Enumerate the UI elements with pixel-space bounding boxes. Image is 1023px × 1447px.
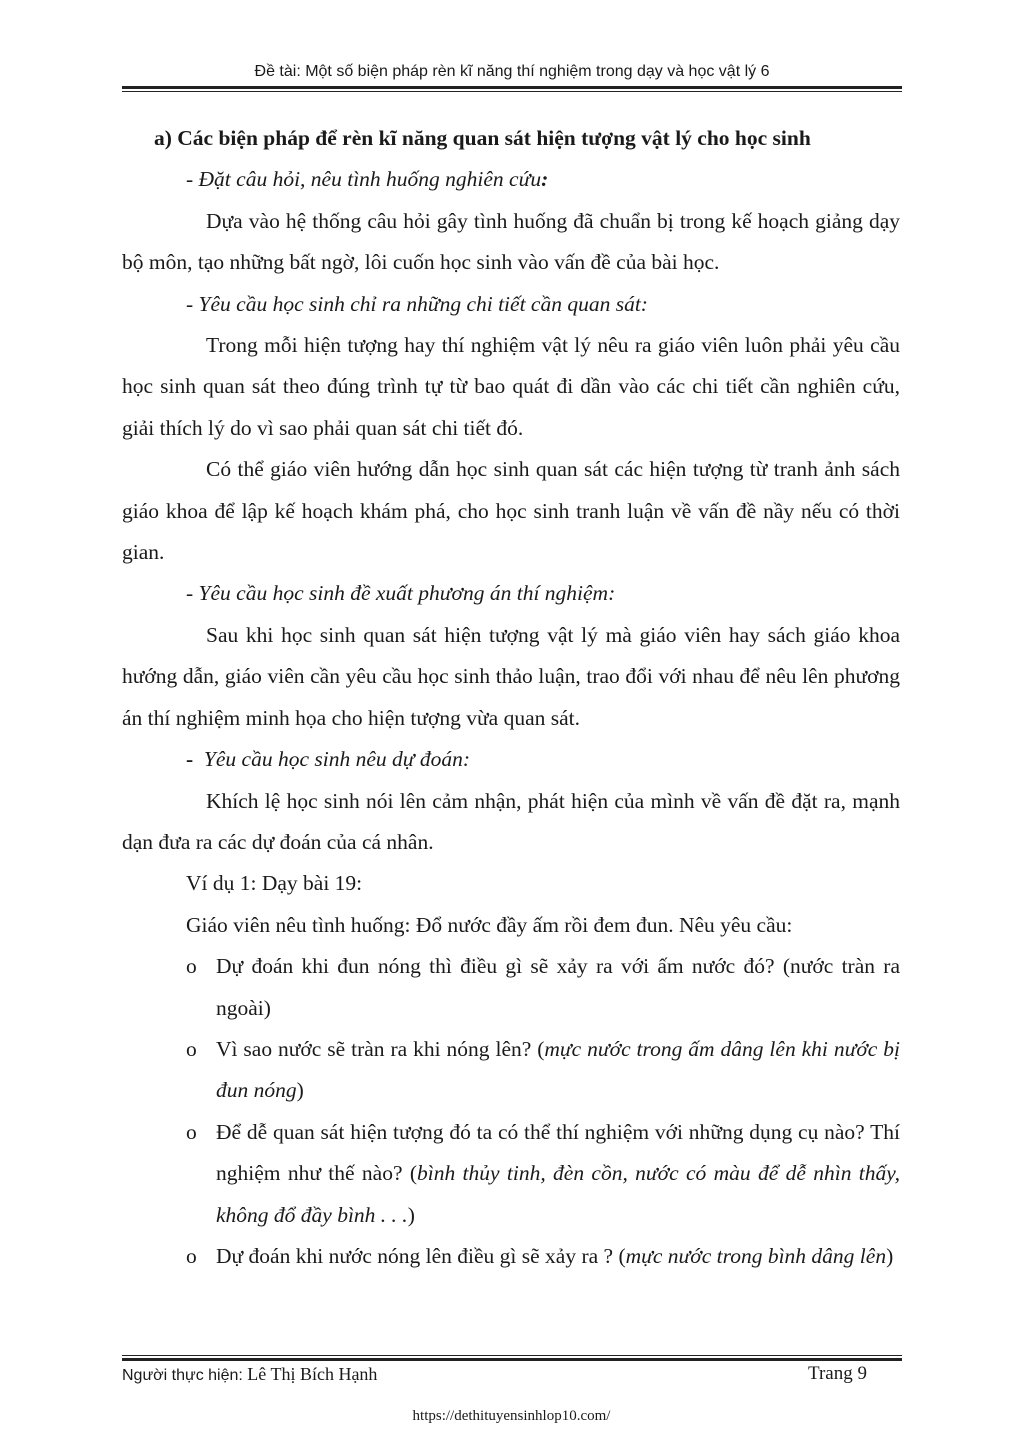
paragraph-details-1: Trong mỗi hiện tượng hay thí nghiệm vật lý nêu ra giáo viên luôn phải yêu cầu học sinh quan sát theo đúng trình tự từ bao quát đi dần vào các chi tiết cần nghiên cứu, giải thích lý do vì sao phải quan sát chi tiết đó. [122, 333, 900, 440]
list-item-text: Dự đoán khi đun nóng thì điều gì sẽ xảy ra với ấm nước đó? (nước tràn ra ngoài) [216, 954, 900, 1020]
circle-bullet-icon: o [186, 1119, 197, 1144]
example-title: Ví dụ 1: Dạy bài 19: [186, 871, 363, 896]
header-rule-bottom [122, 91, 902, 92]
header-rule-top [122, 86, 902, 89]
example-situation: Giáo viên nêu tình huống: Đổ nước đầy ấm rồi đem đun. Nêu yêu cầu: [186, 912, 793, 937]
paragraph-experiment: Sau khi học sinh quan sát hiện tượng vật lý mà giáo viên hay sách giáo khoa hướng dẫn, giáo viên cần yêu cầu học sinh thảo luận, trao đổi với nhau để nêu lên phương án thí nghiệm minh họa cho hiện tượng vừa quan sát. [122, 622, 900, 730]
footer-author [122, 1364, 377, 1385]
source-url: https://dethituyensinhlop10.com/ [412, 1408, 611, 1424]
subheading-questions-text: - Đặt câu hỏi, nêu tình huống nghiên cứu [186, 167, 542, 192]
list-item [186, 1112, 900, 1236]
header-prefix: Đề tài [254, 63, 297, 80]
subheading-experiment: - Yêu cầu học sinh đề xuất phương án thí nghiệm: [186, 581, 616, 606]
footer-author-label: Người thực hiện: [122, 1367, 248, 1384]
circle-bullet-icon: o [186, 1243, 197, 1268]
list-item-answer: mực nước trong ấm dâng lên khi nước bị đun nóng [216, 1036, 900, 1103]
list-item-text: Vì sao nước sẽ tràn ra khi nóng lên? ( [216, 1036, 545, 1061]
list-item [186, 1236, 900, 1277]
circle-bullet-icon: o [186, 954, 197, 979]
paragraph-prediction: Khích lệ học sinh nói lên cảm nhận, phát hiện của mình về vấn đề đặt ra, mạnh dạn đưa ra các dự đoán của cá nhân. [122, 788, 900, 854]
footer-author-name: Lê Thị Bích Hạnh [247, 1364, 378, 1384]
list-item-close: ) [886, 1243, 894, 1268]
subheading-details: - Yêu cầu học sinh chỉ ra những chi tiết cần quan sát: [186, 291, 648, 316]
list-item-close: ) [296, 1078, 304, 1103]
subheading-prediction [122, 739, 900, 780]
subheading-dash: - [186, 747, 194, 772]
subheading-prediction-text: Yêu cầu học sinh nêu dự đoán: [193, 747, 471, 772]
footer-rule-bottom [122, 1358, 902, 1361]
list-item [186, 946, 900, 1029]
footer-rule-top [122, 1355, 902, 1356]
subheading-questions [122, 159, 900, 200]
question-list [122, 946, 900, 1277]
page-number: Trang 9 [808, 1363, 867, 1384]
paragraph-details-2: Có thể giáo viên hướng dẫn học sinh quan sát các hiện tượng từ tranh ảnh sách giáo khoa để lập kế hoạch khám phá, cho học sinh tranh luận về vấn đề nầy nếu có thời gian. [122, 457, 900, 565]
list-item [186, 1029, 900, 1112]
page-header [122, 62, 902, 82]
list-item-close: ) [407, 1202, 415, 1227]
circle-bullet-icon: o [186, 1036, 197, 1061]
header-title: : Một số biện pháp rèn kĩ năng thí nghiệm trong dạy và học vật lý 6 [296, 63, 770, 80]
document-body [122, 118, 900, 1277]
section-heading: a) Các biện pháp để rèn kĩ năng quan sát hiện tượng vật lý cho học sinh [154, 126, 811, 150]
paragraph-questions: Dựa vào hệ thống câu hỏi gây tình huống đã chuẩn bị trong kế hoạch giảng dạy bộ môn, tạo những bất ngờ, lôi cuốn học sinh vào vấn đề của bài học. [122, 208, 900, 275]
list-item-answer: bình thủy tinh, đèn cồn, nước có màu để dễ nhìn thấy, không đổ đầy bình . . . [216, 1161, 900, 1227]
list-item-text: Dự đoán khi nước nóng lên điều gì sẽ xảy ra ? ( [216, 1243, 626, 1268]
subheading-colon: : [541, 167, 549, 192]
list-item-answer: mực nước trong bình dâng lên [625, 1243, 887, 1268]
list-item-text: Để dễ quan sát hiện tượng đó ta có thể thí nghiệm với những dụng cụ nào? Thí nghiệm như thế nào? ( [216, 1119, 900, 1186]
